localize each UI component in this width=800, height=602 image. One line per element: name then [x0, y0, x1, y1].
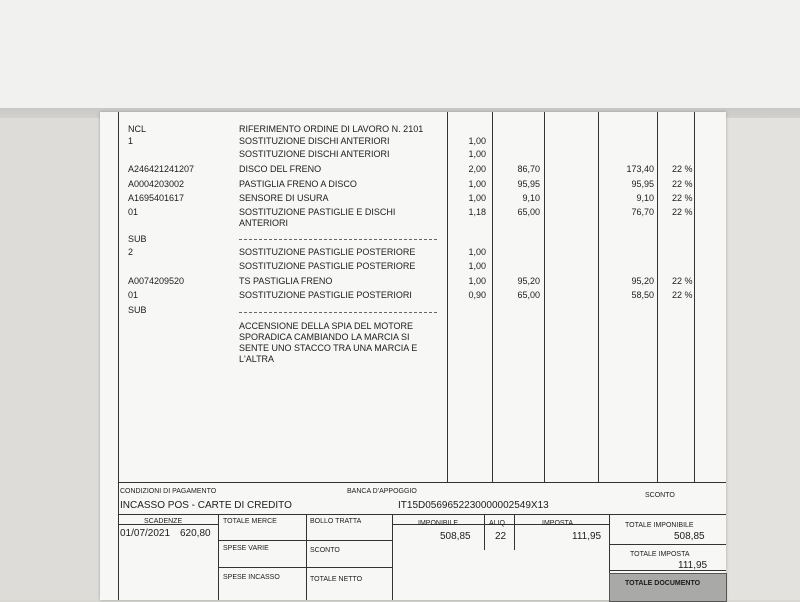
totale-imponibile-value: 508,85 [674, 531, 705, 542]
bank-label: BANCA D'APPOGGIO [347, 488, 417, 495]
discount-label: SCONTO [645, 492, 675, 499]
grid-line [598, 112, 599, 482]
grid-line [694, 112, 695, 482]
row-amount: 9,10 [636, 193, 654, 203]
row-amount: 95,95 [631, 179, 654, 189]
note-line: SENTE UNO STACCO TRA UNA MARCIA E [239, 343, 418, 353]
payment-terms-value: INCASSO POS - CARTE DI CREDITO [120, 500, 292, 511]
totale-netto-label: TOTALE NETTO [310, 576, 363, 583]
row-quantity: 1,00 [468, 136, 486, 146]
row-description: DISCO DEL FRENO [239, 164, 322, 174]
row-unit-price: 65,00 [517, 290, 540, 300]
background-right [726, 118, 800, 600]
footer-line [609, 544, 726, 545]
row-code: SUB [128, 234, 147, 244]
row-description: SOSTITUZIONE PASTIGLIE POSTERIORE [239, 261, 416, 271]
row-amount: 58,50 [631, 290, 654, 300]
imponibile-label: IMPONIBILE [418, 520, 459, 527]
footer-top-line [118, 482, 726, 483]
row-quantity: 0,90 [468, 290, 486, 300]
note-line: L'ALTRA [239, 354, 275, 364]
order-reference: RIFERIMENTO ORDINE DI LAVORO N. 2101 [239, 124, 424, 134]
grid-line [544, 112, 545, 482]
row-code: 2 [128, 247, 134, 257]
grid-line [492, 112, 493, 482]
row-quantity: 1,00 [468, 247, 486, 257]
grid-line [392, 514, 393, 600]
row-description: PASTIGLIA FRENO A DISCO [239, 179, 357, 189]
row-unit-price: 65,00 [517, 207, 540, 217]
grid-line [218, 514, 219, 600]
row-vat-rate: 22 % [672, 179, 693, 189]
grid-line [484, 514, 485, 550]
row-vat-rate: 22 % [672, 207, 693, 217]
sconto-label: SCONTO [310, 547, 340, 554]
row-quantity: 1,00 [468, 179, 486, 189]
totale-imposta-label: TOTALE IMPOSTA [630, 551, 690, 558]
totale-imponibile-label: TOTALE IMPONIBILE [625, 522, 694, 529]
footer-line [609, 570, 726, 571]
row-description: SOSTITUZIONE PASTIGLIE POSTERIORI [239, 290, 412, 300]
bank-value: IT15D0569652230000002549X13 [398, 500, 549, 511]
row-unit-price: 86,70 [517, 164, 540, 174]
column-code-header: NCL [128, 124, 147, 134]
row-amount: 76,70 [631, 207, 654, 217]
row-vat-rate: 22 % [672, 290, 693, 300]
footer-line [218, 567, 392, 568]
row-description: TS PASTIGLIA FRENO [239, 276, 333, 286]
row-unit-price: 9,10 [522, 193, 540, 203]
row-quantity: 1,18 [468, 207, 486, 217]
row-quantity: 1,00 [468, 276, 486, 286]
row-amount: 95,20 [631, 276, 654, 286]
imponibile-value: 508,85 [440, 531, 471, 542]
grid-line [514, 514, 515, 550]
background-left [0, 118, 100, 600]
totale-documento-label: TOTALE DOCUMENTO [625, 580, 701, 587]
row-quantity: 1,00 [468, 149, 486, 159]
aliquota-label: ALIQ. [489, 520, 507, 527]
row-code: A0004203002 [128, 179, 185, 189]
row-description: SOSTITUZIONE PASTIGLIE POSTERIORE [239, 247, 416, 257]
totale-merce-label: TOTALE MERCE [223, 518, 277, 525]
spese-incasso-label: SPESE INCASSO [223, 574, 280, 581]
due-label: SCADENZE [144, 518, 183, 525]
payment-terms-label: CONDIZIONI DI PAGAMENTO [120, 488, 217, 495]
row-code: 01 [128, 290, 139, 300]
due-date: 01/07/2021 [120, 528, 171, 539]
row-code: SUB [128, 305, 147, 315]
grid-line [306, 514, 307, 600]
imposta-label: IMPOSTA [542, 520, 573, 527]
row-code: 1 [128, 136, 134, 146]
grid-line [447, 112, 448, 482]
row-code: A1695401617 [128, 193, 185, 203]
invoice-page [100, 112, 726, 600]
row-unit-price: 95,20 [517, 276, 540, 286]
row-description: SOSTITUZIONE DISCHI ANTERIORI [239, 136, 390, 146]
row-amount: 173,40 [626, 164, 654, 174]
row-code: A246421241207 [128, 164, 195, 174]
background-sheet [0, 0, 800, 118]
row-description: SENSORE DI USURA [239, 193, 329, 203]
aliquota-value: 22 [495, 531, 507, 542]
row-description: ANTERIORI [239, 218, 289, 228]
footer-line [118, 514, 726, 515]
row-description: SOSTITUZIONE DISCHI ANTERIORI [239, 149, 390, 159]
row-vat-rate: 22 % [672, 276, 693, 286]
note-line: ACCENSIONE DELLA SPIA DEL MOTORE [239, 321, 414, 331]
due-amount: 620,80 [180, 528, 211, 539]
row-vat-rate: 22 % [672, 164, 693, 174]
bollo-tratta-label: BOLLO TRATTA [310, 518, 362, 525]
row-vat-rate: 22 % [672, 193, 693, 203]
row-code: 01 [128, 207, 139, 217]
footer-line [218, 540, 392, 541]
totale-imposta-value: 111,95 [678, 560, 708, 571]
grid-line [118, 112, 119, 600]
grid-line [657, 112, 658, 482]
note-line: SPORADICA CAMBIANDO LA MARCIA SI [239, 332, 410, 342]
imposta-value: 111,95 [572, 531, 602, 542]
row-description: SOSTITUZIONE PASTIGLIE E DISCHI [239, 207, 396, 217]
subtotal-separator [239, 312, 437, 313]
row-quantity: 1,00 [468, 261, 486, 271]
row-code: A0074209520 [128, 276, 185, 286]
spese-varie-label: SPESE VARIE [223, 545, 269, 552]
row-unit-price: 95,95 [517, 179, 540, 189]
subtotal-separator [239, 239, 437, 240]
row-quantity: 1,00 [468, 193, 486, 203]
row-quantity: 2,00 [468, 164, 486, 174]
